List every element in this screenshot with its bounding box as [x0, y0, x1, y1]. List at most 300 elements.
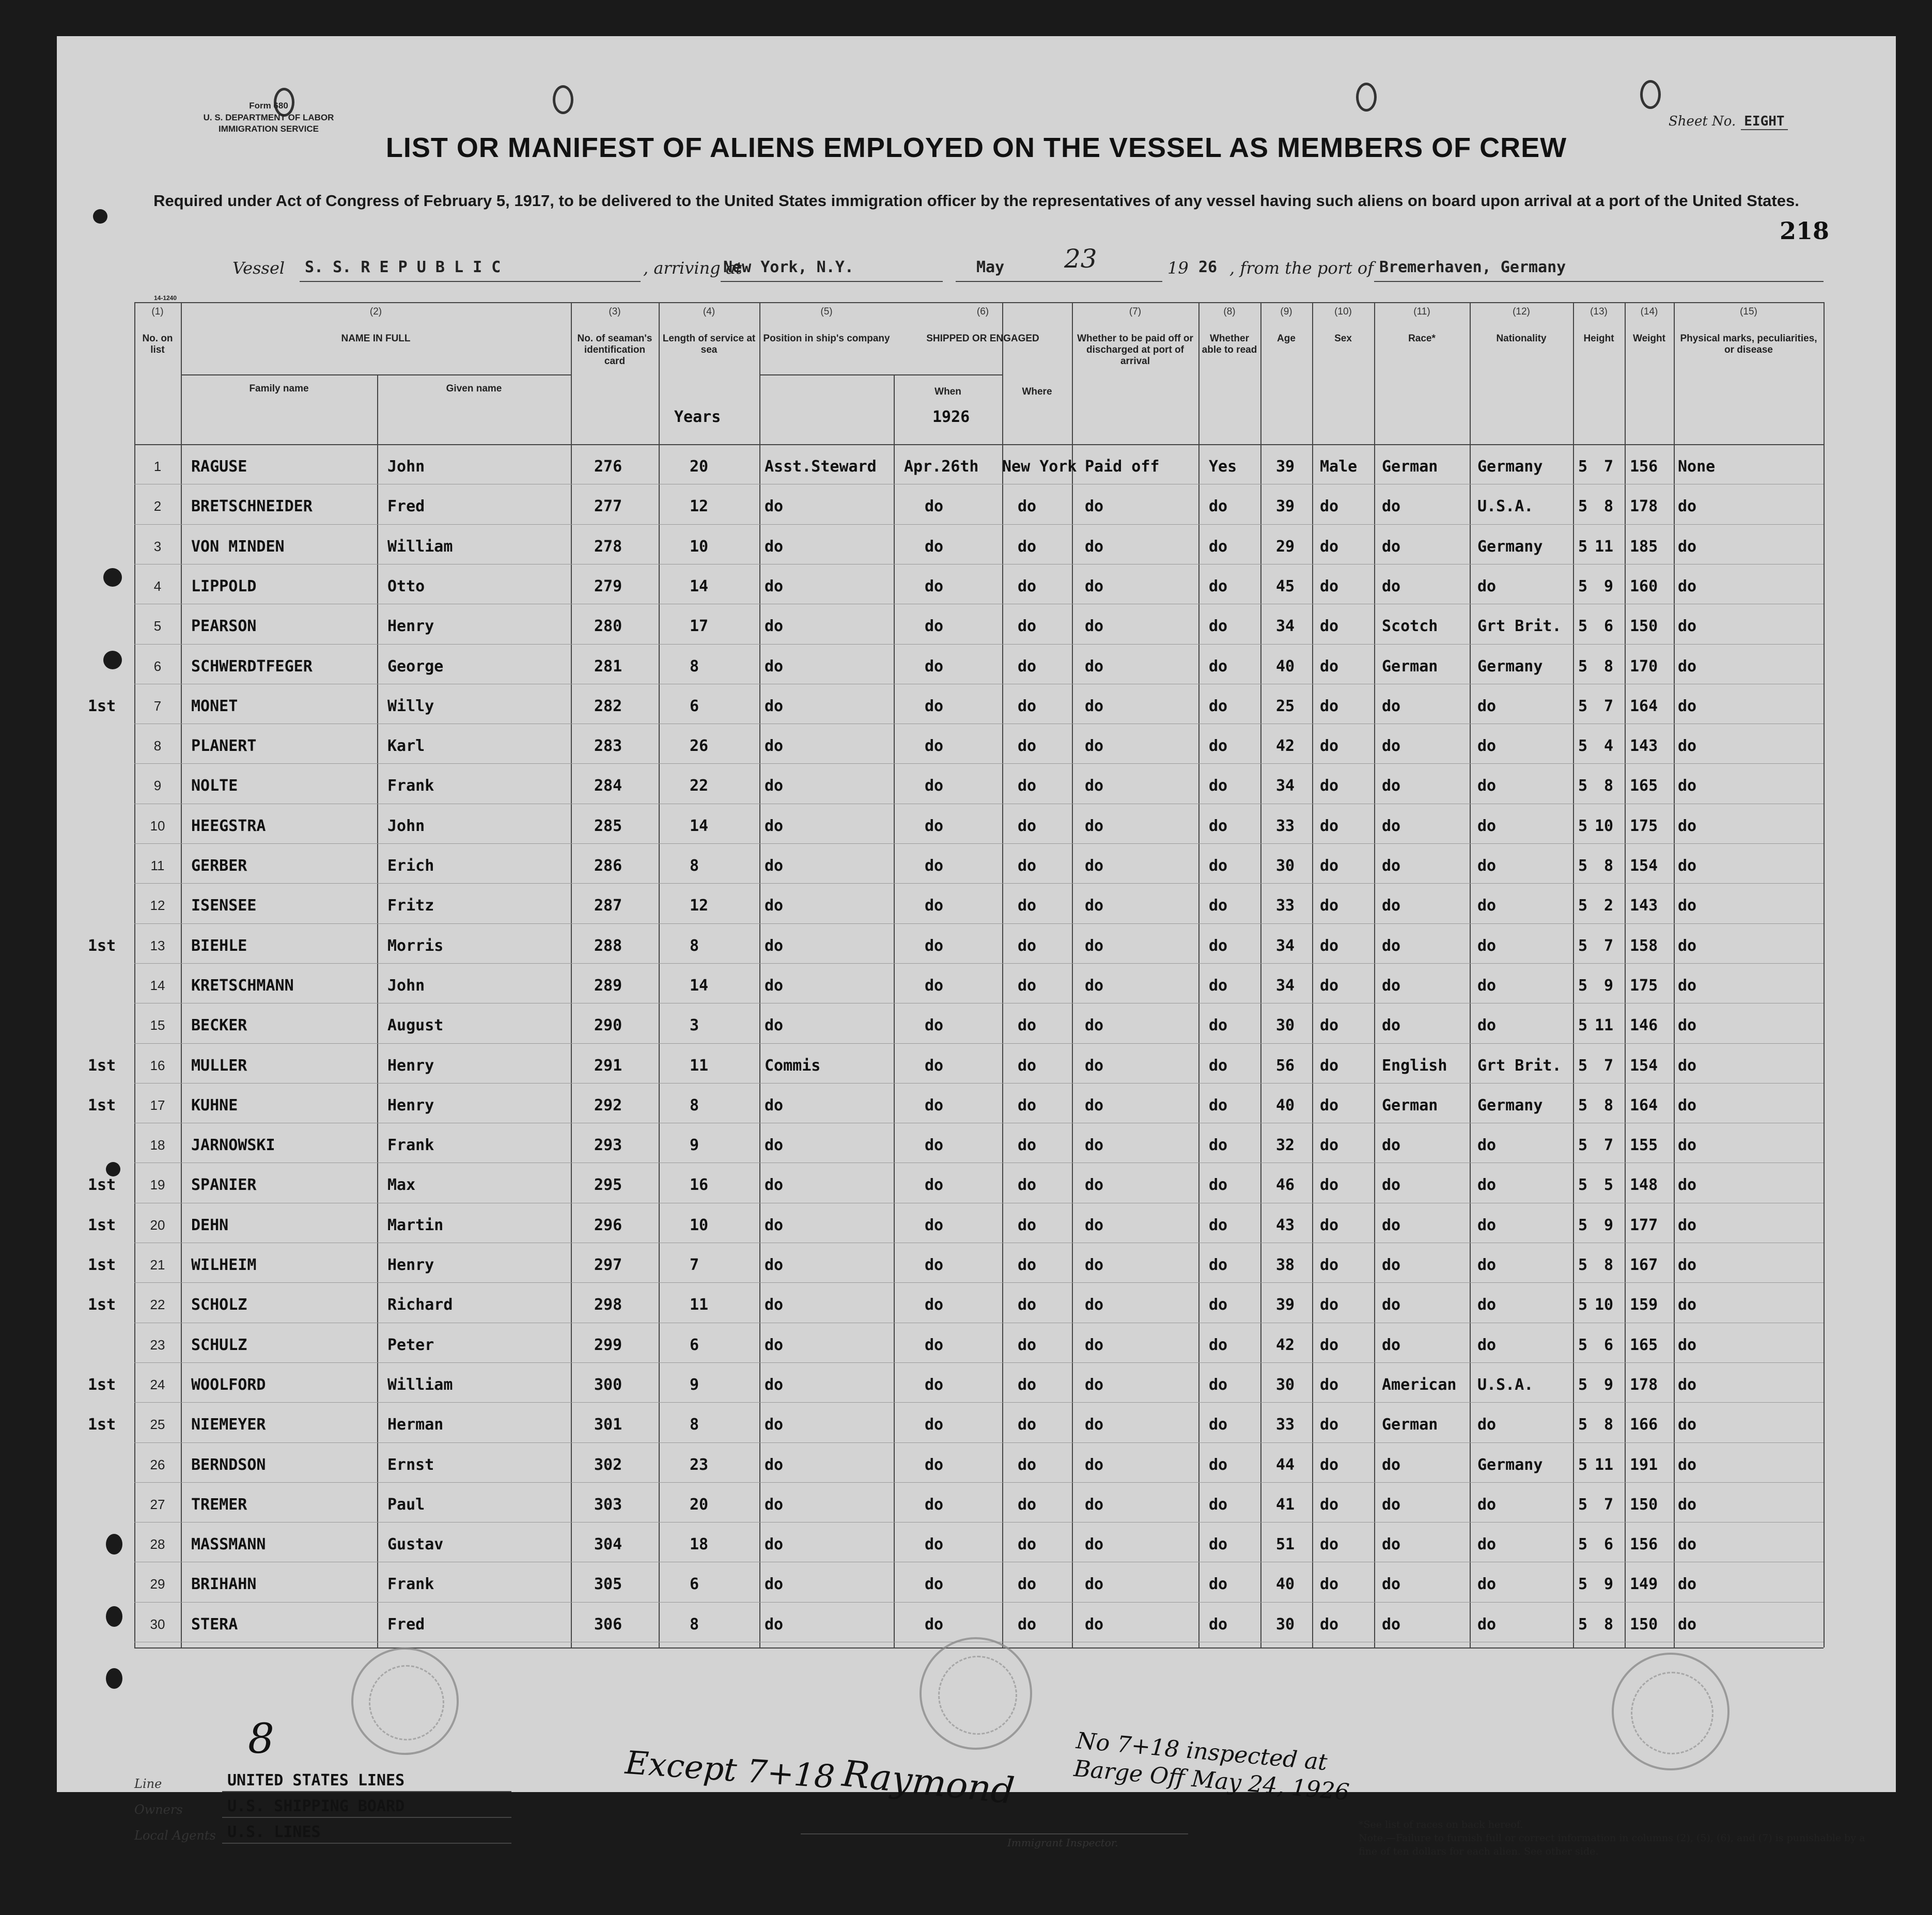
- shipped-where: do: [1018, 1056, 1037, 1075]
- physical-marks: do: [1678, 1056, 1697, 1075]
- sex: do: [1320, 1136, 1339, 1155]
- shipped-where: do: [1018, 537, 1037, 556]
- family-name: STERA: [191, 1615, 238, 1634]
- nationality: do: [1477, 737, 1497, 756]
- height-feet: 5: [1578, 976, 1588, 995]
- height-inches: 5: [1604, 1176, 1614, 1195]
- row-number: 5: [153, 618, 162, 634]
- row-rule: [134, 1602, 1824, 1603]
- weight: 148: [1630, 1176, 1658, 1195]
- column-rule: [1002, 302, 1003, 1647]
- age: 30: [1276, 1016, 1295, 1035]
- shipped-where: do: [1018, 1096, 1037, 1115]
- height-feet: 5: [1578, 737, 1588, 756]
- shipped-when: do: [925, 1296, 944, 1314]
- age: 33: [1276, 1416, 1295, 1434]
- able-to-read: do: [1209, 497, 1228, 516]
- weight: 150: [1630, 617, 1658, 636]
- weight: 166: [1630, 1416, 1658, 1434]
- height-inches: 6: [1604, 617, 1614, 636]
- family-name: LIPPOLD: [191, 577, 257, 595]
- column-number: (14): [1640, 306, 1658, 317]
- given-name: Otto: [387, 577, 425, 595]
- sex: do: [1320, 737, 1339, 756]
- id-card: 297: [594, 1256, 622, 1274]
- nationality: do: [1477, 817, 1497, 835]
- paid-off: do: [1085, 857, 1104, 875]
- race: do: [1382, 1615, 1401, 1634]
- handwritten-except: Except 7+18: [624, 1743, 836, 1796]
- position: do: [765, 737, 784, 756]
- height-inches: 10: [1595, 817, 1614, 835]
- paid-off: do: [1085, 777, 1104, 795]
- sex: do: [1320, 1336, 1339, 1354]
- weight: 164: [1630, 1096, 1658, 1115]
- able-to-read: do: [1209, 1495, 1228, 1514]
- shipped-when: do: [925, 777, 944, 795]
- position: do: [765, 1336, 784, 1354]
- weight: 156: [1630, 1535, 1658, 1554]
- nationality: do: [1477, 857, 1497, 875]
- row-number: 30: [150, 1616, 165, 1632]
- table-head-rule: [134, 444, 1824, 445]
- height-inches: 9: [1604, 1375, 1614, 1394]
- paid-off: do: [1085, 1216, 1104, 1234]
- able-to-read: do: [1209, 857, 1228, 875]
- nationality: Grt Brit.: [1477, 617, 1562, 636]
- height-feet: 5: [1578, 1176, 1588, 1195]
- first-class-mark: 1st: [88, 1416, 116, 1434]
- shipped-when: do: [925, 737, 944, 756]
- manifest-subtitle: Required under Act of Congress of February 5, 1917, to be delivered to the United States immigration officer by the representatives of any vessel having such aliens on board upon arrival at a port of the United States.: [153, 192, 1799, 210]
- height-inches: 8: [1604, 1615, 1614, 1634]
- family-name: WILHEIM: [191, 1256, 257, 1274]
- physical-marks: do: [1678, 737, 1697, 756]
- id-card: 295: [594, 1176, 622, 1195]
- weight: 175: [1630, 817, 1658, 835]
- given-name: Paul: [387, 1495, 425, 1514]
- physical-marks: do: [1678, 697, 1697, 715]
- physical-marks: do: [1678, 1455, 1697, 1474]
- height-feet: 5: [1578, 777, 1588, 795]
- service-years: 11: [690, 1296, 709, 1314]
- shipped-where: do: [1018, 737, 1037, 756]
- given-name: Richard: [387, 1296, 453, 1314]
- id-card: 302: [594, 1455, 622, 1474]
- column-number: (3): [609, 306, 621, 317]
- family-name: KUHNE: [191, 1096, 238, 1115]
- vessel-label: Vessel: [232, 258, 285, 278]
- physical-marks: do: [1678, 657, 1697, 676]
- race: do: [1382, 1216, 1401, 1234]
- arrival-year: 26: [1198, 258, 1218, 276]
- physical-marks: do: [1678, 1256, 1697, 1274]
- physical-marks: do: [1678, 777, 1697, 795]
- row-number: 29: [150, 1576, 165, 1592]
- service-label: IMMIGRATION SERVICE: [219, 124, 319, 134]
- shipped-when: do: [925, 1056, 944, 1075]
- service-years: 6: [690, 1336, 699, 1354]
- service-years: 10: [690, 1216, 709, 1234]
- able-to-read: do: [1209, 1336, 1228, 1354]
- able-to-read: do: [1209, 537, 1228, 556]
- height-inches: 9: [1604, 1575, 1614, 1594]
- given-name: Erich: [387, 857, 434, 875]
- column-rule: [1198, 302, 1199, 1647]
- row-rule: [134, 1362, 1824, 1363]
- given-name: John: [387, 976, 425, 995]
- shipped-where: do: [1018, 976, 1037, 995]
- paid-off: do: [1085, 976, 1104, 995]
- consulate-stamp: [351, 1647, 459, 1755]
- weight: 165: [1630, 777, 1658, 795]
- shipped-when: do: [925, 936, 944, 955]
- manifest-sheet: [57, 36, 1896, 1857]
- given-name: Willy: [387, 697, 434, 715]
- age: 40: [1276, 657, 1295, 676]
- column-heading: Whether to be paid off or discharged at port of arrival: [1077, 333, 1193, 367]
- row-number: 22: [150, 1297, 165, 1313]
- age: 40: [1276, 1096, 1295, 1115]
- nationality: Germany: [1477, 537, 1543, 556]
- nationality: do: [1477, 1256, 1497, 1274]
- paid-off: do: [1085, 657, 1104, 676]
- able-to-read: do: [1209, 1296, 1228, 1314]
- age: 32: [1276, 1136, 1295, 1155]
- nationality: do: [1477, 777, 1497, 795]
- form-number: Form 680: [249, 101, 288, 111]
- column-rule: [377, 374, 378, 1647]
- height-feet: 5: [1578, 1256, 1588, 1274]
- given-name: Ernst: [387, 1455, 434, 1474]
- service-years: 26: [690, 737, 709, 756]
- shipped-where: do: [1018, 1575, 1037, 1594]
- shipped-when: do: [925, 1256, 944, 1274]
- shipped-where: do: [1018, 1535, 1037, 1554]
- height-feet: 5: [1578, 1615, 1588, 1634]
- row-rule: [134, 1442, 1824, 1443]
- id-card: 284: [594, 777, 622, 795]
- row-rule: [134, 1402, 1824, 1403]
- column-number: (10): [1334, 306, 1352, 317]
- height-feet: 5: [1578, 857, 1588, 875]
- column-rule: [134, 302, 135, 1647]
- physical-marks: do: [1678, 1416, 1697, 1434]
- paid-off: do: [1085, 1096, 1104, 1115]
- family-name: BIEHLE: [191, 936, 247, 955]
- age: 44: [1276, 1455, 1295, 1474]
- arriving-label: , arriving at: [643, 258, 742, 278]
- column-heading: Nationality: [1496, 333, 1547, 344]
- height-inches: 9: [1604, 976, 1614, 995]
- position: do: [765, 857, 784, 875]
- row-number: 20: [150, 1217, 165, 1233]
- weight: 177: [1630, 1216, 1658, 1234]
- nationality: do: [1477, 1136, 1497, 1155]
- able-to-read: do: [1209, 1375, 1228, 1394]
- shipped-when: do: [925, 577, 944, 595]
- height-feet: 5: [1578, 1016, 1588, 1035]
- weight: 167: [1630, 1256, 1658, 1274]
- given-name: Karl: [387, 737, 425, 756]
- column-heading: Race*: [1408, 333, 1436, 344]
- position: do: [765, 1615, 784, 1634]
- nationality: do: [1477, 976, 1497, 995]
- able-to-read: do: [1209, 1575, 1228, 1594]
- physical-marks: do: [1678, 1535, 1697, 1554]
- height-inches: 7: [1604, 936, 1614, 955]
- where-heading: Where: [1022, 386, 1052, 397]
- weight: 143: [1630, 897, 1658, 915]
- given-name: Frank: [387, 1136, 434, 1155]
- id-card: 280: [594, 617, 622, 636]
- shipped-where: do: [1018, 1256, 1037, 1274]
- weight: 155: [1630, 1136, 1658, 1155]
- height-inches: 11: [1595, 1455, 1614, 1474]
- column-number: (1): [151, 306, 164, 317]
- service-years: 8: [690, 1416, 699, 1434]
- row-number: 1: [153, 459, 162, 474]
- first-class-mark: 1st: [88, 697, 116, 715]
- height-feet: 5: [1578, 1336, 1588, 1354]
- row-number: 19: [150, 1177, 165, 1193]
- position: do: [765, 897, 784, 915]
- race: do: [1382, 1016, 1401, 1035]
- sex: do: [1320, 777, 1339, 795]
- row-number: 8: [153, 738, 162, 754]
- column-rule: [894, 374, 895, 1647]
- position: do: [765, 497, 784, 516]
- position: Commis: [765, 1056, 821, 1075]
- line-value: UNITED STATES LINES: [227, 1771, 405, 1790]
- age: 56: [1276, 1056, 1295, 1075]
- from-label: , from the port of: [1229, 258, 1374, 278]
- shipped-where: do: [1018, 936, 1037, 955]
- service-years: 18: [690, 1535, 709, 1554]
- manifest-title: LIST OR MANIFEST OF ALIENS EMPLOYED ON THE VESSEL AS MEMBERS OF CREW: [385, 132, 1567, 163]
- service-years: 20: [690, 458, 709, 476]
- able-to-read: do: [1209, 1455, 1228, 1474]
- id-card: 293: [594, 1136, 622, 1155]
- given-name-heading: Given name: [446, 383, 502, 394]
- column-number: (11): [1413, 306, 1430, 317]
- position: Asst.Steward: [765, 458, 877, 476]
- family-name: BRETSCHNEIDER: [191, 497, 313, 516]
- row-number: 28: [150, 1536, 165, 1552]
- shipped-when: do: [925, 537, 944, 556]
- id-card: 289: [594, 976, 622, 995]
- id-card: 279: [594, 577, 622, 595]
- column-number: (9): [1280, 306, 1292, 317]
- row-rule: [134, 644, 1824, 645]
- column-heading: Age: [1277, 333, 1296, 344]
- shipped-where: do: [1018, 1416, 1037, 1434]
- service-years: 6: [690, 1575, 699, 1594]
- column-rule: [1573, 302, 1574, 1647]
- shipped-where: do: [1018, 897, 1037, 915]
- nationality: U.S.A.: [1477, 1375, 1534, 1394]
- race: do: [1382, 936, 1401, 955]
- paid-off: do: [1085, 1615, 1104, 1634]
- given-name: Henry: [387, 1056, 434, 1075]
- service-years: 6: [690, 697, 699, 715]
- able-to-read: do: [1209, 697, 1228, 715]
- row-number: 3: [153, 538, 162, 554]
- service-years: 10: [690, 537, 709, 556]
- service-years: 23: [690, 1455, 709, 1474]
- table-top-rule: [134, 302, 1824, 303]
- id-card: 306: [594, 1615, 622, 1634]
- id-card: 305: [594, 1575, 622, 1594]
- position: do: [765, 1296, 784, 1314]
- nationality: do: [1477, 1535, 1497, 1554]
- service-years: 9: [690, 1136, 699, 1155]
- sex: do: [1320, 497, 1339, 516]
- id-card: 285: [594, 817, 622, 835]
- family-name: VON MINDEN: [191, 537, 285, 556]
- crew-table: [57, 36, 1896, 1792]
- shipped-subrule: [759, 374, 1002, 375]
- able-to-read: do: [1209, 1615, 1228, 1634]
- shipped-when: do: [925, 897, 944, 915]
- service-years: 20: [690, 1495, 709, 1514]
- race: German: [1382, 657, 1438, 676]
- height-feet: 5: [1578, 697, 1588, 715]
- paid-off: Paid off: [1085, 458, 1160, 476]
- physical-marks: do: [1678, 1375, 1697, 1394]
- inspector-label: Immigrant Inspector.: [1007, 1836, 1118, 1849]
- height-inches: 9: [1604, 1216, 1614, 1234]
- race: do: [1382, 1575, 1401, 1594]
- shipped-when: do: [925, 1136, 944, 1155]
- nationality: Germany: [1477, 1455, 1543, 1474]
- weight: 175: [1630, 976, 1658, 995]
- service-years: 14: [690, 577, 709, 595]
- position: do: [765, 577, 784, 595]
- physical-marks: do: [1678, 817, 1697, 835]
- column-heading: NAME IN FULL: [341, 333, 411, 344]
- shipped-where: do: [1018, 1615, 1037, 1634]
- shipped-when: do: [925, 1416, 944, 1434]
- service-years: 3: [690, 1016, 699, 1035]
- weight: 178: [1630, 1375, 1658, 1394]
- height-feet: 5: [1578, 1455, 1588, 1474]
- shipped-when: do: [925, 1575, 944, 1594]
- row-rule: [134, 1482, 1824, 1483]
- weight: 150: [1630, 1495, 1658, 1514]
- able-to-read: do: [1209, 1096, 1228, 1115]
- able-to-read: do: [1209, 1535, 1228, 1554]
- row-rule: [134, 763, 1824, 764]
- row-rule: [134, 963, 1824, 964]
- id-card: 300: [594, 1375, 622, 1394]
- race: do: [1382, 537, 1401, 556]
- race: do: [1382, 1296, 1401, 1314]
- sex: do: [1320, 817, 1339, 835]
- position: do: [765, 1416, 784, 1434]
- height-inches: 8: [1604, 857, 1614, 875]
- shipped-when: do: [925, 1216, 944, 1234]
- row-number: 27: [150, 1496, 165, 1512]
- service-years: 8: [690, 1096, 699, 1115]
- nationality: do: [1477, 697, 1497, 715]
- paid-off: do: [1085, 1016, 1104, 1035]
- id-card: 299: [594, 1336, 622, 1354]
- family-name: MONET: [191, 697, 238, 715]
- position: do: [765, 1096, 784, 1115]
- sex: do: [1320, 1575, 1339, 1594]
- given-name: Fred: [387, 1615, 425, 1634]
- weight: 185: [1630, 537, 1658, 556]
- height-feet: 5: [1578, 1416, 1588, 1434]
- service-years: 9: [690, 1375, 699, 1394]
- id-card: 281: [594, 657, 622, 676]
- column-heading: Physical marks, peculiarities, or disease: [1680, 333, 1817, 355]
- column-heading: No. of seaman's identification card: [577, 333, 652, 367]
- row-rule: [134, 883, 1824, 884]
- column-number: (4): [703, 306, 715, 317]
- paid-off: do: [1085, 897, 1104, 915]
- able-to-read: Yes: [1209, 458, 1237, 476]
- able-to-read: do: [1209, 976, 1228, 995]
- given-name: August: [387, 1016, 444, 1035]
- paid-off: do: [1085, 936, 1104, 955]
- height-inches: 2: [1604, 897, 1614, 915]
- given-name: George: [387, 657, 444, 676]
- paid-off: do: [1085, 537, 1104, 556]
- physical-marks: do: [1678, 1016, 1697, 1035]
- height-inches: 8: [1604, 1096, 1614, 1115]
- family-name: SCHOLZ: [191, 1296, 247, 1314]
- race: do: [1382, 1336, 1401, 1354]
- shipped-where: do: [1018, 1296, 1037, 1314]
- column-rule: [181, 302, 182, 1647]
- nationality: do: [1477, 1416, 1497, 1434]
- family-name: BECKER: [191, 1016, 247, 1035]
- age: 39: [1276, 458, 1295, 476]
- position: do: [765, 777, 784, 795]
- nationality: Germany: [1477, 657, 1543, 676]
- age: 42: [1276, 737, 1295, 756]
- shipped-where: do: [1018, 657, 1037, 676]
- column-rule: [1072, 302, 1073, 1647]
- height-inches: 8: [1604, 1416, 1614, 1434]
- family-name: SCHWERDTFEGER: [191, 657, 313, 676]
- column-rule: [1674, 302, 1675, 1647]
- sheet-value: EIGHT: [1741, 114, 1787, 130]
- id-card: 291: [594, 1056, 622, 1075]
- service-years: 14: [690, 976, 709, 995]
- height-inches: 7: [1604, 697, 1614, 715]
- physical-marks: do: [1678, 857, 1697, 875]
- height-inches: 7: [1604, 1495, 1614, 1514]
- first-class-mark: 1st: [88, 1176, 116, 1195]
- nationality: do: [1477, 1615, 1497, 1634]
- id-card: 304: [594, 1535, 622, 1554]
- nationality: do: [1477, 1575, 1497, 1594]
- sex: do: [1320, 976, 1339, 995]
- nationality: Germany: [1477, 1096, 1543, 1115]
- given-name: Peter: [387, 1336, 434, 1354]
- physical-marks: do: [1678, 1176, 1697, 1195]
- sex: do: [1320, 1535, 1339, 1554]
- able-to-read: do: [1209, 777, 1228, 795]
- height-inches: 4: [1604, 737, 1614, 756]
- family-name-heading: Family name: [249, 383, 309, 394]
- family-name: SPANIER: [191, 1176, 257, 1195]
- sex: do: [1320, 1256, 1339, 1274]
- row-number: 18: [150, 1137, 165, 1153]
